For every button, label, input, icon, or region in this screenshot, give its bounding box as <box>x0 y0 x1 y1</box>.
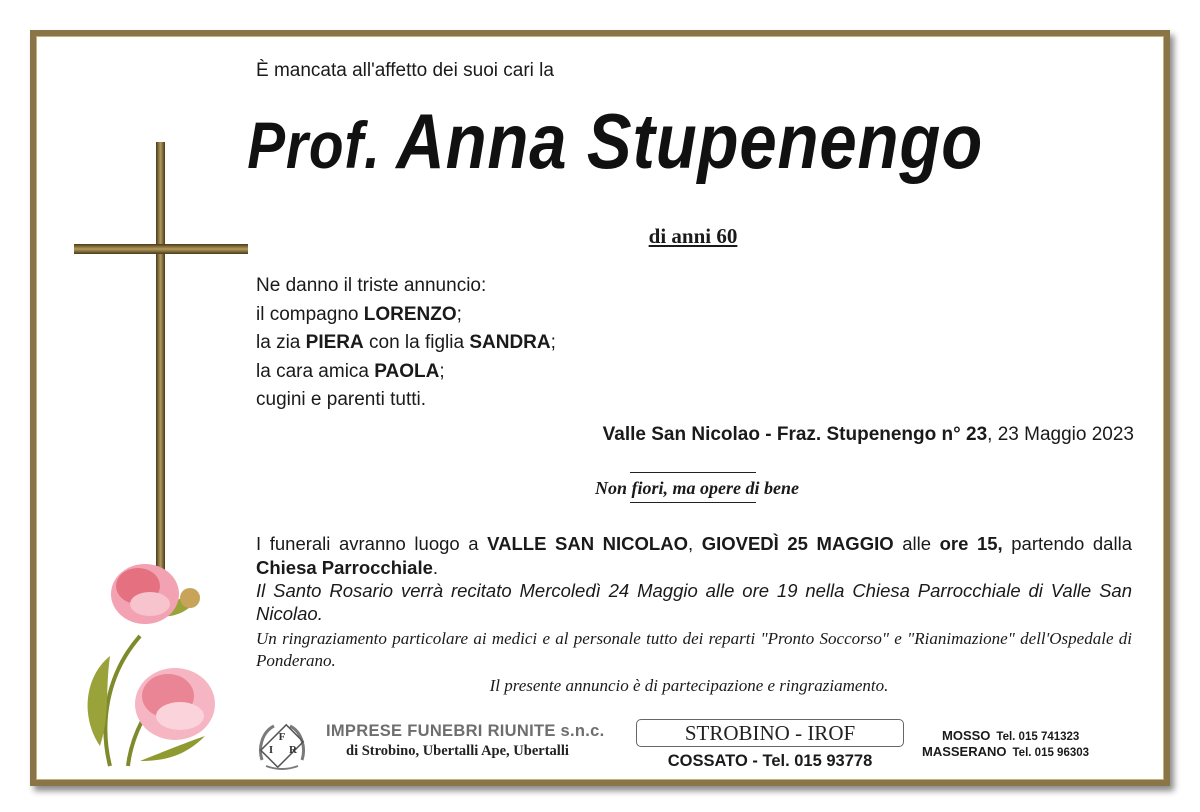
motto: Non fiori, ma opere di bene <box>595 478 799 498</box>
cross-icon <box>70 140 252 580</box>
age-line: di anni 60 <box>648 224 738 248</box>
participation-note: Il presente annuncio è di partecipazione e ringraziamento. <box>489 676 889 695</box>
svg-text:F: F <box>278 731 286 743</box>
mosso-phone: Tel. 015 741323 <box>996 731 1080 743</box>
cossato-phone: COSSATO - Tel. 015 93778 <box>667 752 873 770</box>
family-line: la cara amica PAOLA; <box>256 360 445 382</box>
intro-text: È mancata all'affetto dei suoi cari la <box>256 60 554 81</box>
deceased-name <box>99 96 1131 187</box>
funeral-info: I funerali avranno luogo a VALLE SAN NICOLAO, GIOVEDÌ 25 MAGGIO alle ore 15, partendo dalla Chiesa Parrocchiale. <box>256 533 1132 578</box>
masserano-office: MASSERANO Tel. 015 96303 <box>922 744 1090 759</box>
svg-text:I: I <box>268 744 274 756</box>
carnation-flowers <box>70 556 220 770</box>
ifr-logo <box>256 720 308 772</box>
rosary-info: Il Santo Rosario verrà recitato Mercoledì 24 Maggio alle ore 19 nella Chiesa Parrocchiale di Valle San Nicolao. <box>256 580 1132 624</box>
family-line: la zia PIERA con la figlia SANDRA; <box>256 332 556 353</box>
deceased-fullname: Anna Stupenengo <box>396 97 984 185</box>
family-announcement <box>256 272 556 415</box>
family-line: cugini e parenti tutti. <box>256 389 427 410</box>
divider <box>630 502 756 503</box>
masserano-phone: Tel. 015 96303 <box>1012 747 1090 759</box>
family-line: Ne danno il triste annuncio: <box>256 275 487 296</box>
company-name: IMPRESE FUNEBRI RIUNITE s.n.c. <box>326 722 605 740</box>
mosso-office: MOSSO Tel. 015 741323 <box>942 728 1080 743</box>
svg-text:R: R <box>289 744 297 756</box>
company-owners: di Strobino, Ubertalli Ape, Ubertalli <box>346 743 569 759</box>
place-date: Valle San Nicolao - Fraz. Stupenengo n° 23, 23 Maggio 2023 <box>602 424 1134 445</box>
deceased-title: Prof. <box>247 108 381 182</box>
thanks-text: Un ringraziamento particolare ai medici e al personale tutto dei reparti "Pronto Soccorso" e "Rianimazione" dell'Ospedale di Ponderano. <box>256 629 1132 670</box>
brand-box: STROBINO - IROF <box>636 719 904 747</box>
divider <box>630 472 756 473</box>
family-line: il compagno LORENZO; <box>256 303 462 325</box>
